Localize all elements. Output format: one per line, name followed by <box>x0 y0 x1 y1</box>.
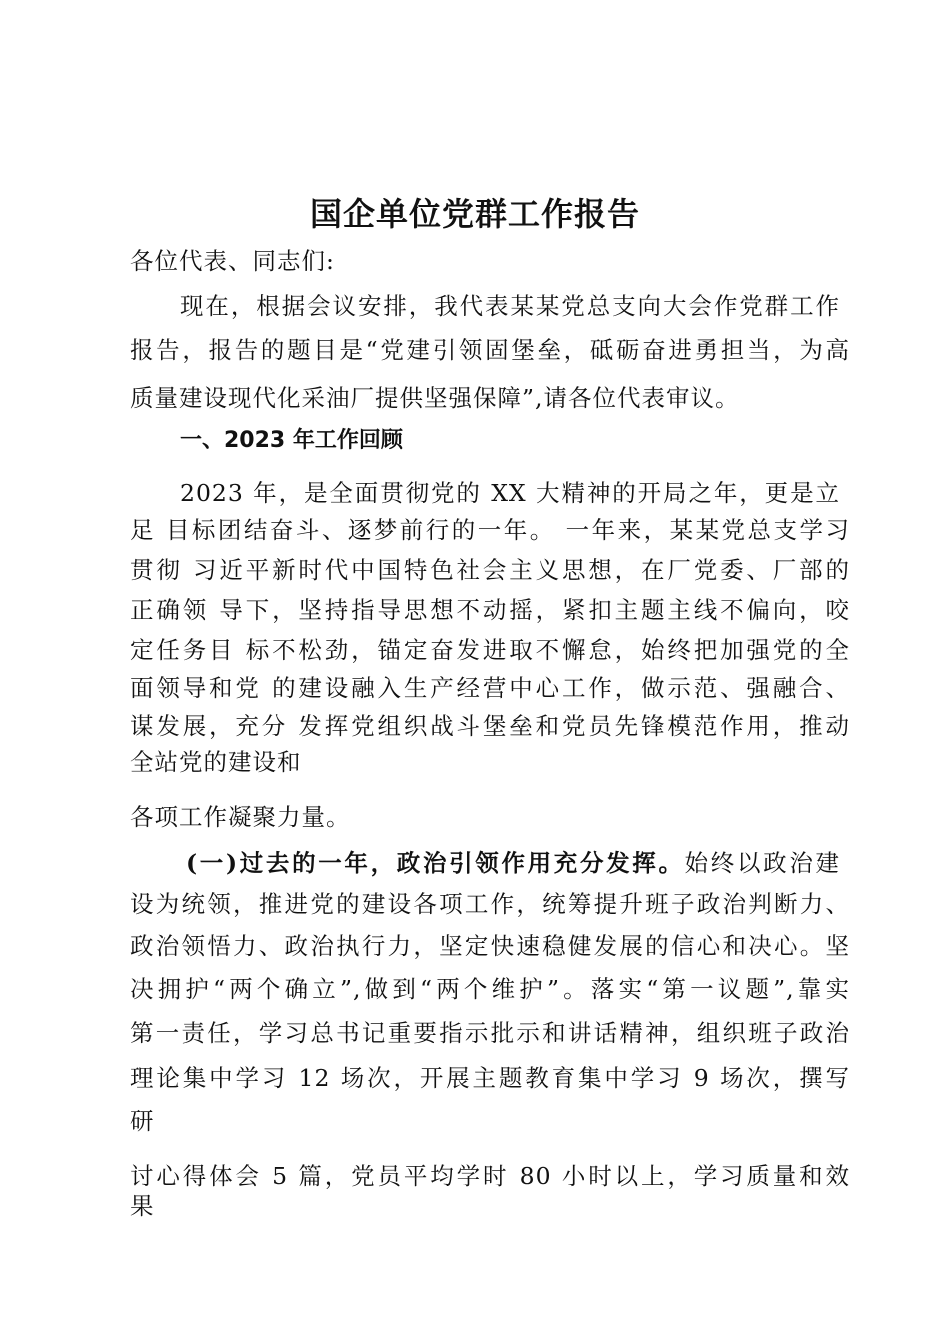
section-paragraph-line: 2023 年，是全面贯彻党的 XX 大精神的开局之年，更是立 <box>180 479 840 507</box>
subsection-paragraph-line: 第一责任，学习总书记重要指示批示和讲话精神，组织班子政治 <box>130 1019 850 1047</box>
section-paragraph-line: 正确领 导下，坚持指导思想不动摇，紧扣主题主线不偏向，咬 <box>130 596 850 624</box>
subsection-paragraph-line: 政治领悟力、政治执行力，坚定快速稳健发展的信心和决心。坚 <box>130 932 850 960</box>
intro-line: 报告，报告的题目是“党建引领固堡垒，砥砺奋进勇担当，为高 <box>130 336 850 364</box>
section-paragraph-line: 面领导和党 的建设融入生产经营中心工作，做示范、强融合、 <box>130 674 850 702</box>
section-heading: 一、2023 年工作回顾 <box>180 428 403 453</box>
subsection-tail-line: 讨心得体会 5 篇，党员平均学时 80 小时以上，学习质量和效 <box>130 1162 850 1190</box>
section-paragraph-line: 贯彻 习近平新时代中国特色社会主义思想，在厂党委、厂部的 <box>130 556 850 584</box>
intro-line: 质量建设现代化采油厂提供坚强保障”,请各位代表审议。 <box>130 384 740 412</box>
intro-line: 现在，根据会议安排，我代表某某党总支向大会作党群工作 <box>180 292 840 320</box>
section-paragraph-tail: 各项工作凝聚力量。 <box>130 803 351 831</box>
section-paragraph-line: 定任务目 标不松劲，锚定奋发进取不懈怠，始终把加强党的全 <box>130 636 850 664</box>
section-paragraph-line: 足 目标团结奋斗、逐梦前行的一年。 一年来，某某党总支学习 <box>130 516 850 544</box>
document-title: 国企单位党群工作报告 <box>309 195 640 233</box>
section-paragraph-line: 全站党的建设和 <box>130 748 302 776</box>
section-paragraph-line: 谋发展，充分 发挥党组织战斗堡垒和党员先锋模范作用，推动 <box>130 712 850 740</box>
subsection-paragraph-line: 决拥护“两个确立”,做到“两个维护”。落实“第一议题”,靠实 <box>130 975 850 1003</box>
subsection-paragraph-line: 设为统领，推进党的建设各项工作，统筹提升班子政治判断力、 <box>130 890 850 918</box>
subsection-paragraph-line: 理论集中学习 12 场次，开展主题教育集中学习 9 场次，撰写 <box>130 1064 850 1092</box>
subsection-tail-line: 果 <box>130 1192 155 1220</box>
subsection-paragraph-line: 研 <box>130 1107 155 1135</box>
subsection-first-line <box>186 846 840 880</box>
salutation: 各位代表、同志们: <box>130 247 335 275</box>
subsection-text: 始终以政治建 <box>684 849 840 877</box>
subsection-heading: (一)过去的一年，政治引领作用充分发挥。 <box>186 849 685 877</box>
